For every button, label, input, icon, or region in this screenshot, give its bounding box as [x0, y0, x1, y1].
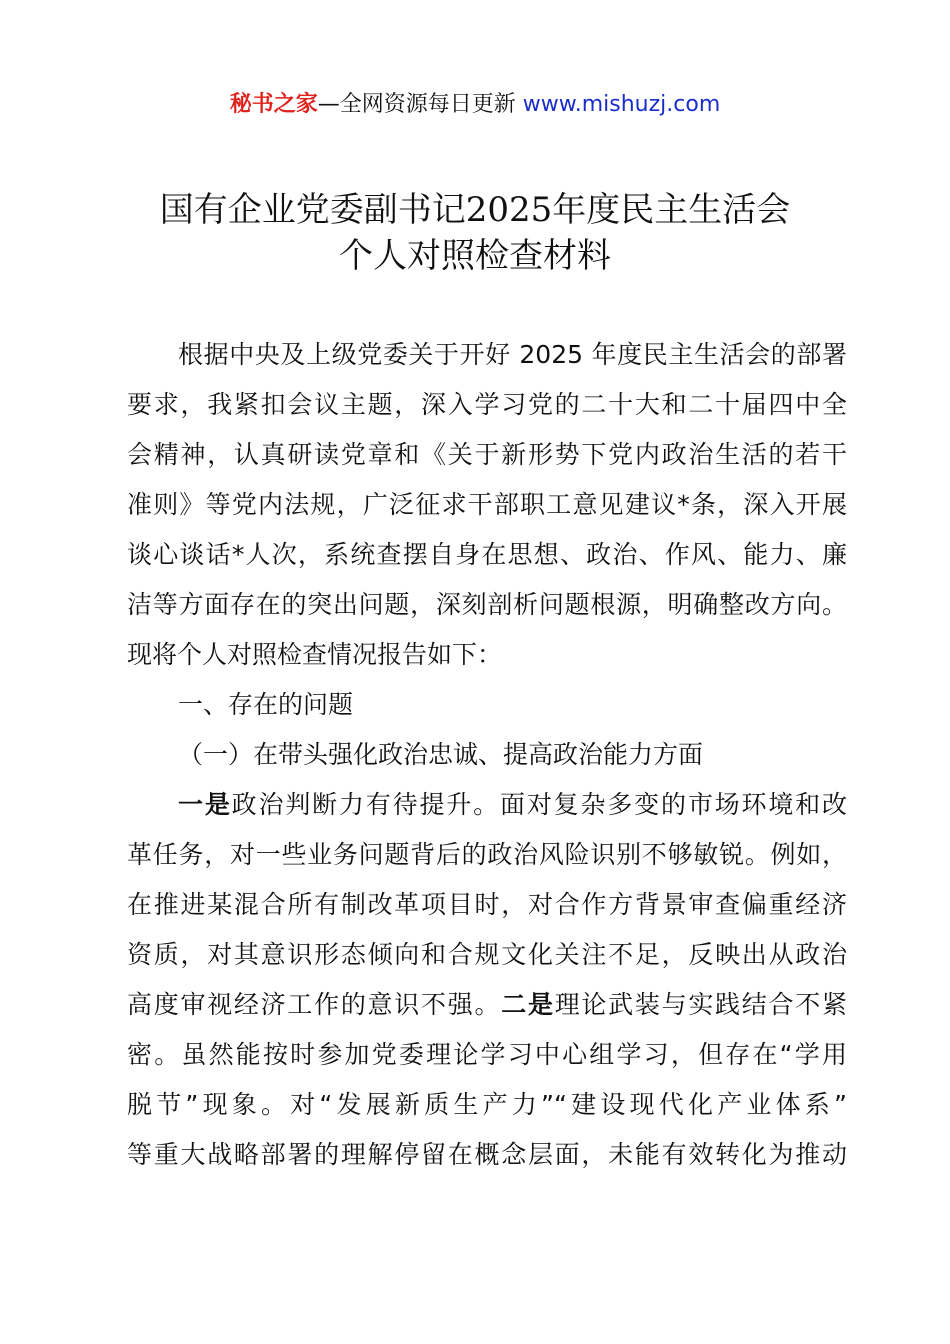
subsection-heading: （一）在带头强化政治忠诚、提高政治能力方面 — [178, 740, 704, 769]
body-line-text: 理论武装与实践结合不紧 — [554, 990, 847, 1019]
body-line-text: 高度审视经济工作的意识不强。 — [127, 990, 502, 1019]
document-body — [127, 330, 847, 1180]
lead-label-two: 二是 — [501, 990, 555, 1019]
body-line — [127, 980, 847, 1030]
body-line: 等重大战略部署的理解停留在概念层面，未能有效转化为推动 — [127, 1140, 847, 1169]
body-line — [127, 780, 847, 830]
body-line-text: 政治判断力有待提升。面对复杂多变的市场环境和改 — [231, 790, 847, 819]
document-title-line-2: 个人对照检查材料 — [339, 236, 611, 276]
body-line: 密。虽然能按时参加党委理论学习中心组学习，但存在“学用 — [127, 1040, 847, 1069]
body-line: 准则》等党内法规，广泛征求干部职工意见建议*条，深入开展 — [127, 490, 847, 519]
site-url-link[interactable]: www.mishuzj.com — [522, 92, 721, 117]
body-line: 革任务，对一些业务问题背后的政治风险识别不够敏锐。例如， — [127, 840, 847, 869]
document-title-line-1: 国有企业党委副书记2025年度民主生活会 — [159, 190, 791, 230]
body-line: 脱节”现象。对“发展新质生产力”“建设现代化产业体系” — [127, 1090, 847, 1119]
body-line: 现将个人对照检查情况报告如下： — [127, 640, 503, 669]
lead-label-one: 一是 — [178, 790, 232, 819]
body-line: 洁等方面存在的突出问题，深刻剖析问题根源，明确整改方向。 — [127, 590, 847, 619]
body-line: 资质，对其意识形态倾向和合规文化关注不足，反映出从政治 — [127, 940, 847, 969]
body-line: 在推进某混合所有制改革项目时，对合作方背景审查偏重经济 — [127, 890, 847, 919]
body-line: 谈心谈话*人次，系统查摆自身在思想、政治、作风、能力、廉 — [127, 540, 847, 569]
body-line: 会精神，认真研读党章和《关于新形势下党内政治生活的若干 — [127, 440, 847, 469]
site-tagline: —全网资源每日更新 — [317, 92, 523, 117]
section-heading: 一、存在的问题 — [178, 690, 354, 719]
body-line: 根据中央及上级党委关于开好 2025 年度民主生活会的部署 — [178, 340, 847, 369]
body-line: 要求，我紧扣会议主题，深入学习党的二十大和二十届四中全 — [127, 390, 847, 419]
site-header — [0, 88, 950, 122]
brand-name: 秘书之家 — [229, 92, 318, 117]
